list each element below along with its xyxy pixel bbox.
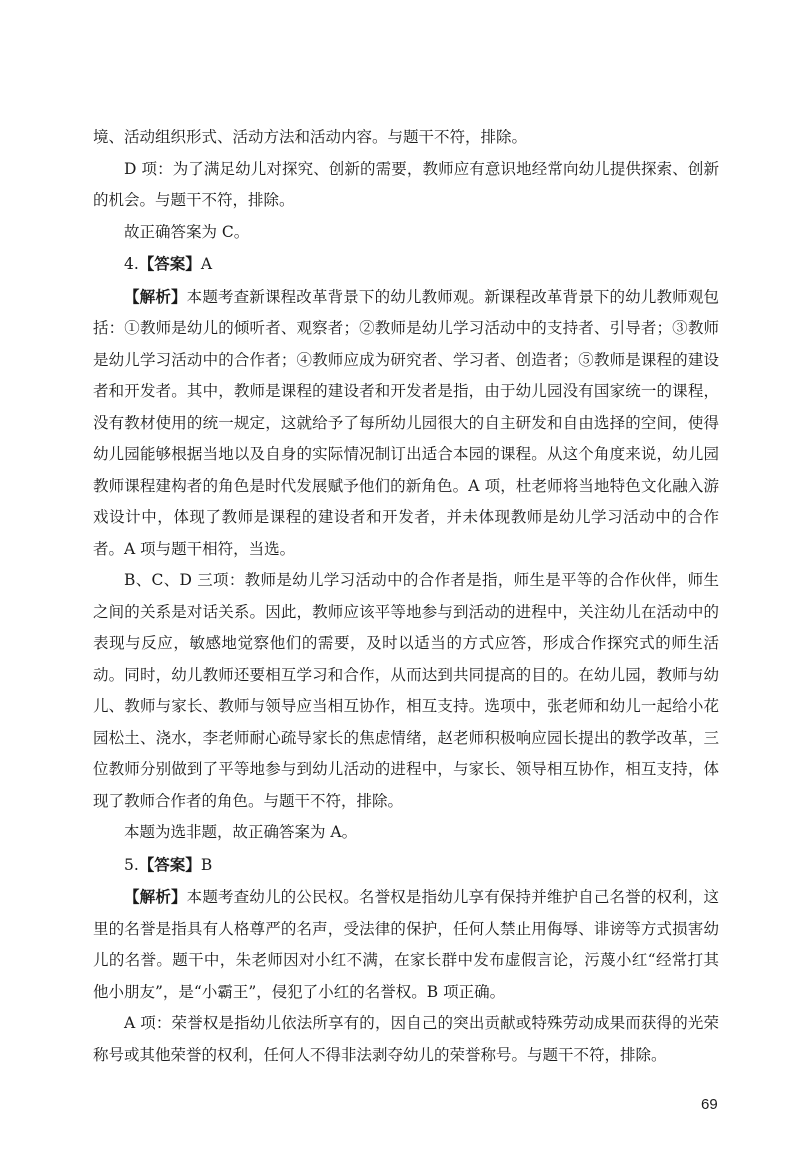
answer-label: 【答案】 bbox=[138, 254, 201, 273]
conclusion-paragraph: 故正确答案为 C。 bbox=[124, 222, 250, 241]
option-bcd-paragraph: B、C、D 三项：教师是幼儿学习活动中的合作者是指，师生是平等的合作伙伴，师生之间的关系是对话关系。因此，教师应该平等地参与到活动的进程中，关注幼儿在活动中的表现与反应，敏感地觉察他们的需要，及时以适当的方式应答，形成合作探究式的师生活动。同时，幼儿教师还要相互学习和合作，从而达到共同提高的目的。在幼儿园，教师与幼儿、教师与家长、教师与领导应当相互协作，相互支持。选项中，张老师和幼儿一起给小花园松土、浇水，李老师耐心疏导家长的焦虑情绪，赵老师积极响应园长提出的教学改革，三位教师分别做到了平等地参与到幼儿活动的进程中，与家长、领导相互协作，相互支持，体现了教师合作者的角色。与题干不符，排除。 bbox=[93, 571, 719, 810]
analysis-paragraph-4 bbox=[93, 281, 719, 566]
answer-label: 【答案】 bbox=[138, 854, 201, 874]
analysis-label: 【解析】 bbox=[124, 286, 187, 306]
answer-line-4 bbox=[93, 248, 719, 281]
continuation-paragraph: 境、活动组织形式、活动方法和活动内容。与题干不符，排除。 bbox=[93, 128, 528, 146]
option-d-paragraph: D 项：为了满足幼儿对探究、创新的需要，教师应有意识地经常向幼儿提供探索、创新的机会。与题干不符，排除。 bbox=[93, 159, 719, 209]
analysis-paragraph-5 bbox=[93, 881, 719, 1008]
conclusion-paragraph: 本题为选非题，故正确答案为 A。 bbox=[124, 823, 358, 841]
question-number: 5. bbox=[124, 855, 139, 874]
answer-value: B bbox=[200, 855, 213, 874]
answer-line-5 bbox=[93, 849, 719, 882]
page-body bbox=[93, 122, 719, 1071]
option-a-paragraph: A 项：荣誉权是指幼儿依法所享有的，因自己的突出贡献或特殊劳动成果而获得的光荣称号或其他荣誉的权利，任何人不得非法剥夺幼儿的荣誉称号。与题干不符，排除。 bbox=[93, 1014, 719, 1064]
analysis-text: 本题考查幼儿的公民权。名誉权是指幼儿享有保持并维护自己名誉的权利，这里的名誉是指具有人格尊严的名声，受法律的保护，任何人禁止用侮辱、诽谤等方式损害幼儿的名誉。题干中，朱老师因对小红不满，在家长群中发布虚假言论，污蔑小红“经常打其他小朋友”，是“小霸王”，侵犯了小红的名誉权。B 项正确。 bbox=[93, 888, 719, 1001]
page-number: 69 bbox=[701, 1096, 718, 1113]
question-number: 4. bbox=[124, 255, 139, 273]
analysis-text: 本题考查新课程改革背景下的幼儿教师观。新课程改革背景下的幼儿教师观包括：①教师是幼儿的倾听者、观察者；②教师是幼儿学习活动中的支持者、引导者；③教师是幼儿学习活动中的合作者；④教师应成为研究者、学习者、创造者；⑤教师是课程的建设者和开发者。其中，教师是课程的建设者和开发者是指，由于幼儿园没有国家统一的课程，没有教材使用的统一规定，这就给予了每所幼儿园很大的自主研发和自由选择的空间，使得幼儿园能够根据当地以及自身的实际情况制订出适合本园的课程。从这个角度来说，幼儿园教师课程建构者的角色是时代发展赋予他们的新角色。A 项，杜老师将当地特色文化融入游戏设计中，体现了教师是课程的建设者和开发者，并未体现教师是幼儿学习活动中的合作者。A 项与题干相符，当选。 bbox=[93, 287, 719, 558]
analysis-label: 【解析】 bbox=[124, 887, 187, 906]
answer-value: A bbox=[200, 255, 213, 273]
